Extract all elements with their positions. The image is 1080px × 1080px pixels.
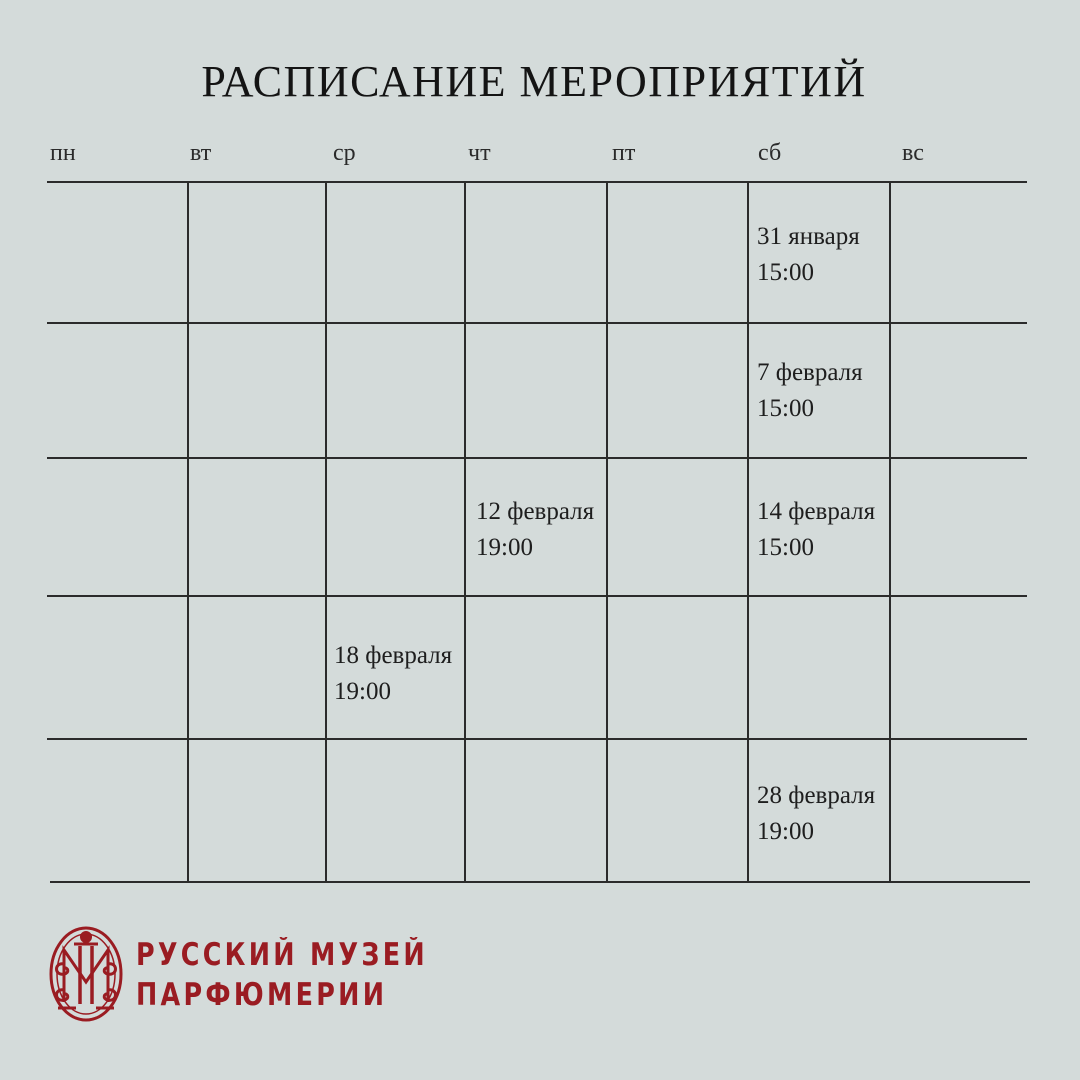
event-time: 19:00 xyxy=(334,678,391,705)
event-date: 12 февраля xyxy=(476,498,595,525)
grid-hline xyxy=(47,181,1027,183)
event-cell xyxy=(757,355,863,427)
logo-line-1: РУССКИЙ МУЗЕЙ xyxy=(136,937,428,973)
event-date: 14 февраля xyxy=(757,498,876,525)
logo-line-2: ПАРФЮМЕРИИ xyxy=(136,977,388,1013)
day-header-fri: пт xyxy=(612,140,636,166)
grid-vline xyxy=(325,182,327,882)
event-cell xyxy=(334,638,452,710)
grid-hline xyxy=(47,738,1027,740)
day-header-thu: чт xyxy=(468,140,491,166)
grid-hline xyxy=(50,881,1030,883)
event-time: 15:00 xyxy=(757,395,814,422)
event-date: 28 февраля xyxy=(757,782,876,809)
grid-hline xyxy=(47,595,1027,597)
grid-vline xyxy=(747,182,749,882)
museum-logo-text xyxy=(136,935,428,1015)
event-cell xyxy=(757,219,860,291)
event-time: 15:00 xyxy=(757,259,814,286)
event-date: 7 февраля xyxy=(757,359,863,386)
event-time: 15:00 xyxy=(757,534,814,561)
day-header-mon: пн xyxy=(50,140,76,166)
page-title: РАСПИСАНИЕ МЕРОПРИЯТИЙ xyxy=(201,57,867,106)
event-date: 18 февраля xyxy=(334,642,453,669)
event-time: 19:00 xyxy=(757,818,814,845)
grid-hline xyxy=(47,457,1027,459)
event-cell xyxy=(476,494,594,566)
monogram-m-icon xyxy=(48,924,124,1024)
event-cell xyxy=(757,494,875,566)
day-header-sat: сб xyxy=(758,140,782,166)
grid-vline xyxy=(187,182,189,882)
grid-vline xyxy=(464,182,466,882)
day-header-tue: вт xyxy=(190,140,212,166)
day-header-sun: вс xyxy=(902,140,924,166)
event-time: 19:00 xyxy=(476,534,533,561)
day-header-wed: ср xyxy=(333,140,356,166)
event-date: 31 января xyxy=(757,223,860,250)
event-cell xyxy=(757,778,875,850)
grid-vline xyxy=(889,182,891,882)
grid-hline xyxy=(47,322,1027,324)
grid-vline xyxy=(606,182,608,882)
